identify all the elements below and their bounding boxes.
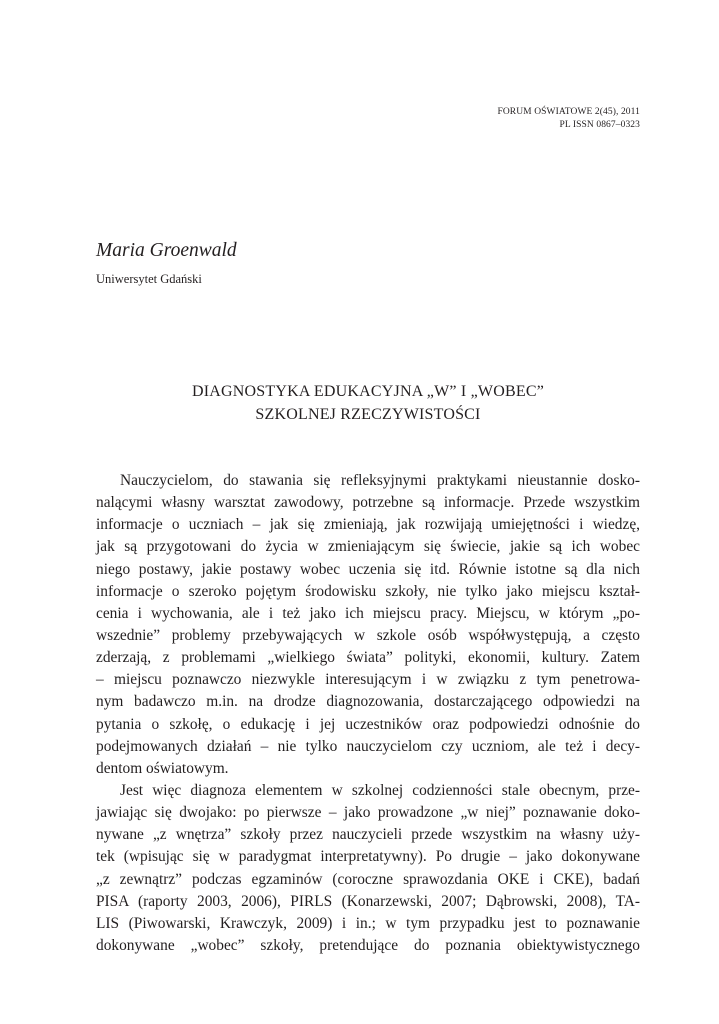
body-line: informacje o uczniach – jak się zmieniają, jak rozwijają umiejętności i wiedzę,	[96, 516, 640, 534]
body-line: pytania o szkołę, o edukację i jej uczestników oraz podpowiedzi odnośnie do	[96, 715, 640, 733]
body-line: Nauczycielom, do stawania się refleksyjnymi praktykami nieustannie dosko-	[120, 472, 640, 489]
body-line: Jest więc diagnoza elementem w szkolnej codzienności stale obecnym, prze-	[120, 781, 640, 799]
body-line: – miejscu poznawczo niezwykle interesującym i w związku z tym penetrowa-	[96, 671, 640, 689]
body-line: „z zewnątrz” podczas egzaminów (coroczne sprawozdania OKE i CKE), badań	[96, 870, 640, 888]
journal-issn: PL ISSN 0867–0323	[559, 120, 640, 130]
body-line: informacje o szeroko pojętym środowisku szkoły, nie tylko jako miejscu kształ-	[96, 582, 640, 600]
body-line: zderzają, z problemami „wielkiego świata” polityki, ekonomii, kultury. Zatem	[96, 649, 640, 667]
body-line: podejmowanych działań – nie tylko nauczycielom czy uczniom, ale też i decy-	[96, 737, 640, 755]
body-line: jak są przygotowani do życia w zmieniającym się świecie, jakie są ich wobec	[96, 538, 640, 556]
body-line: cenia i wychowania, ale i też jako ich miejscu pracy. Miejscu, w którym „po-	[96, 604, 640, 622]
body-line: PISA (raporty 2003, 2006), PIRLS (Konarzewski, 2007; Dąbrowski, 2008), TA-	[96, 892, 640, 910]
body-line: wszednie” problemy przebywających w szkole osób współwystępują, a często	[96, 626, 640, 644]
body-line: niego postawy, jakie postawy wobec uczenia się itd. Równie istotne są dla nich	[96, 560, 640, 578]
article-title-line: SZKOLNEJ RZECZYWISTOŚCI	[255, 406, 481, 423]
journal-header	[497, 106, 640, 132]
article-title	[96, 380, 640, 426]
body-line: dentom oświatowym.	[96, 759, 229, 777]
body-line: nym badawczo m.in. na drodze diagnozowania, dostarczającego odpowiedzi na	[96, 693, 640, 711]
body-line: tek (wpisując się w paradygmat interpretatywny). Po drugie – jako dokonywane	[96, 848, 640, 866]
author-name: Maria Groenwald	[96, 240, 237, 261]
body-line: nywane „z wnętrza” szkoły przez nauczycieli przede wszystkim na własny uży-	[96, 826, 640, 844]
body-line: jawiając się dwojako: po pierwsze – jako prowadzone „w niej” poznawanie doko-	[96, 804, 640, 822]
author-affiliation: Uniwersytet Gdański	[96, 272, 202, 286]
body-line: dokonywane „wobec” szkoły, pretendujące do poznania obiektywistycznego	[96, 936, 640, 954]
body-line: nalącymi własny warsztat zawodowy, potrzebne są informacje. Przede wszystkim	[96, 494, 640, 512]
body-line: LIS (Piwowarski, Krawczyk, 2009) i in.; w tym przypadku jest to poznawanie	[96, 914, 640, 932]
article-body	[96, 470, 640, 957]
article-title-line: DIAGNOSTYKA EDUKACYJNA „W” I „WOBEC”	[191, 383, 545, 400]
journal-name: FORUM OŚWIATOWE 2(45), 2011	[497, 107, 640, 117]
